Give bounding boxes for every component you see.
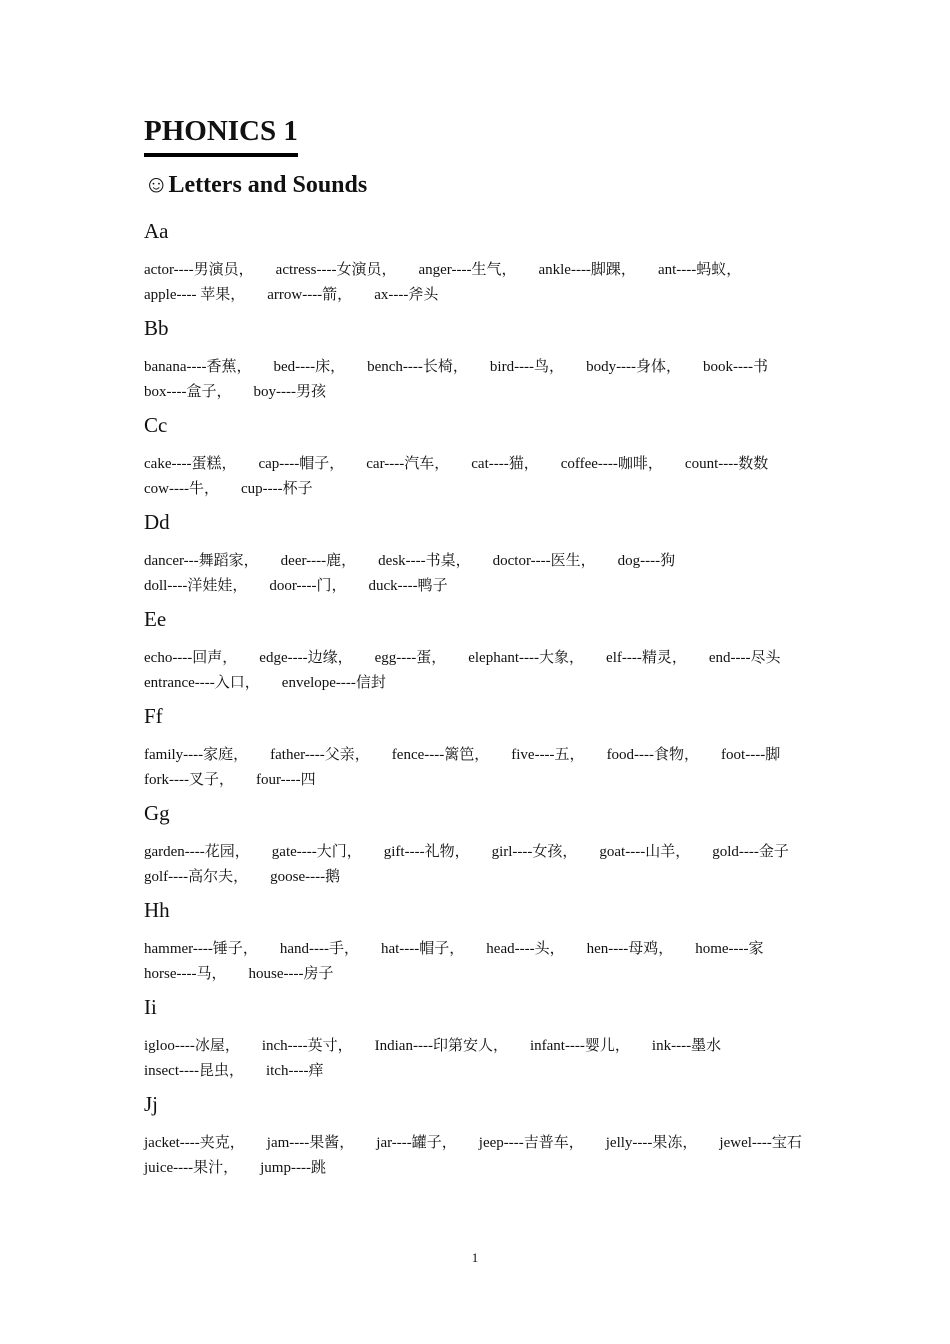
word-row [144, 1059, 824, 1084]
vocab-entry: goose----鹅 [270, 869, 341, 885]
vocab-entry: cup----杯子 [240, 481, 313, 497]
word-row [144, 283, 824, 308]
word-row [144, 574, 824, 599]
vocab-entry: door----门， [269, 578, 347, 594]
vocab-entry: envelope----信封 [281, 675, 386, 691]
letter-heading: Ff [144, 704, 163, 728]
word-row [144, 477, 824, 502]
letter-heading: Dd [144, 510, 170, 534]
word-row [144, 452, 824, 477]
vocab-entry: egg----蛋， [374, 650, 447, 666]
vocab-entry: cake----蛋糕， [144, 456, 237, 472]
vocab-entry: girl----女孩， [491, 844, 578, 860]
letter-section [144, 702, 844, 793]
vocab-entry: insect----昆虫， [144, 1063, 244, 1079]
vocab-entry: jewel----宝石 [719, 1135, 802, 1151]
word-list [144, 840, 824, 890]
vocab-entry: echo----回声， [144, 650, 238, 666]
letter-section [144, 1090, 844, 1181]
vocab-entry: jump----跳 [260, 1160, 326, 1176]
document-page [144, 113, 844, 1187]
vocab-entry: bird----鸟， [489, 359, 565, 375]
vocab-entry: coffee----咖啡， [560, 456, 663, 472]
vocab-entry: edge----边缘， [259, 650, 353, 666]
vocab-entry: boy----男孩 [253, 384, 326, 400]
word-row [144, 355, 824, 380]
word-list [144, 743, 824, 793]
letter-heading: Hh [144, 898, 170, 922]
vocab-entry: arrow----箭， [267, 287, 353, 303]
vocab-entry: horse----马， [144, 966, 227, 982]
vocab-entry: goat----山羊， [599, 844, 691, 860]
letter-section [144, 508, 844, 599]
vocab-entry: ink----墨水 [651, 1038, 722, 1054]
vocab-entry: jacket----夹克， [144, 1135, 245, 1151]
vocab-entry: inch----英寸， [261, 1038, 353, 1054]
vocab-entry: hand----手， [279, 941, 359, 957]
vocab-entry: entrance----入口， [144, 675, 260, 691]
vocab-entry: gate----大门， [271, 844, 362, 860]
word-row [144, 549, 824, 574]
word-row [144, 962, 824, 987]
word-row [144, 768, 824, 793]
word-row [144, 865, 824, 890]
vocab-entry: infant----婴儿， [529, 1038, 630, 1054]
vocab-entry: elephant----大象， [468, 650, 585, 666]
vocab-entry: four----四 [255, 772, 316, 788]
vocab-entry: five----五， [511, 747, 585, 763]
word-row [144, 380, 824, 405]
word-row [144, 1034, 824, 1059]
vocab-entry: deer----鹿， [280, 553, 357, 569]
vocab-entry: Indian----印第安人， [374, 1038, 508, 1054]
vocab-entry: hat----帽子， [380, 941, 465, 957]
word-row [144, 671, 824, 696]
word-row [144, 1131, 824, 1156]
vocab-entry: fence----篱笆， [391, 747, 490, 763]
vocab-entry: book----书 [703, 359, 769, 375]
vocab-entry: bench----长椅， [367, 359, 468, 375]
vocab-entry: igloo----冰屋， [144, 1038, 240, 1054]
word-row [144, 840, 824, 865]
vocab-entry: fork----叉子， [144, 772, 234, 788]
page-number: 1 [471, 1250, 479, 1265]
vocab-entry: dog----狗 [617, 553, 676, 569]
vocab-entry: car----汽车， [366, 456, 450, 472]
vocab-entry: ax----斧头 [374, 287, 439, 303]
vocab-entry: ankle----脚踝， [538, 262, 636, 278]
vocab-entry: box----盒子， [144, 384, 232, 400]
letter-section [144, 411, 844, 502]
vocab-entry: actress----女演员， [275, 262, 397, 278]
vocab-entry: banana----香蕉， [144, 359, 252, 375]
vocab-entry: home----家 [695, 941, 764, 957]
vocab-entry: bed----床， [273, 359, 346, 375]
letter-section [144, 896, 844, 987]
vocab-entry: body----身体， [586, 359, 682, 375]
vocab-entry: garden----花园， [144, 844, 250, 860]
word-row [144, 258, 824, 283]
letter-heading: Jj [144, 1092, 159, 1116]
vocab-entry: cat----猫， [471, 456, 539, 472]
section-subtitle: ☺Letters and Sounds [144, 172, 368, 198]
vocab-entry: count----数数 [684, 456, 769, 472]
letter-heading: Ii [144, 995, 157, 1019]
vocab-entry: cap----帽子， [258, 456, 345, 472]
vocab-entry: ant----蚂蚁， [657, 262, 742, 278]
vocab-entry: doctor----医生， [492, 553, 596, 569]
word-list [144, 549, 824, 599]
letter-section [144, 605, 844, 696]
vocab-entry: gift----礼物， [383, 844, 470, 860]
vocab-entry: duck----鸭子 [368, 578, 448, 594]
word-list [144, 1131, 824, 1181]
vocab-entry: jelly----果冻， [605, 1135, 698, 1151]
letter-heading: Gg [144, 801, 170, 825]
vocab-entry: dancer---舞蹈家， [144, 553, 259, 569]
vocab-entry: juice----果汁， [144, 1160, 239, 1176]
word-row [144, 1156, 824, 1181]
word-list [144, 937, 824, 987]
page-title: PHONICS 1 [144, 113, 298, 157]
letter-section [144, 799, 844, 890]
letter-heading: Cc [144, 413, 168, 437]
vocab-entry: food----食物， [606, 747, 700, 763]
word-row [144, 743, 824, 768]
vocab-entry: jeep----吉普车， [478, 1135, 584, 1151]
vocab-entry: elf----精灵， [606, 650, 687, 666]
letter-section [144, 993, 844, 1084]
word-list [144, 1034, 824, 1084]
vocab-entry: hammer----锤子， [144, 941, 258, 957]
vocab-entry: gold----金子 [712, 844, 789, 860]
vocab-entry: actor----男演员， [144, 262, 254, 278]
letter-heading: Bb [144, 316, 169, 340]
vocab-entry: father----父亲， [270, 747, 370, 763]
letter-section [144, 217, 844, 308]
letter-section [144, 314, 844, 405]
word-list [144, 355, 824, 405]
vocab-entry: jar----罐子， [376, 1135, 457, 1151]
word-list [144, 452, 824, 502]
vocab-entry: anger----生气， [418, 262, 517, 278]
vocab-entry: desk----书桌， [378, 553, 471, 569]
word-row [144, 937, 824, 962]
vocab-entry: jam----果酱， [266, 1135, 355, 1151]
vocab-entry: cow----牛， [144, 481, 219, 497]
vocab-entry: golf----高尔夫， [144, 869, 249, 885]
vocab-entry: head----头， [486, 941, 565, 957]
vocab-entry: house----房子 [248, 966, 334, 982]
vocab-entry: doll----洋娃娃， [144, 578, 248, 594]
word-row [144, 646, 824, 671]
letter-heading: Aa [144, 219, 169, 243]
word-list [144, 258, 824, 308]
vocab-entry: end----尽头 [708, 650, 781, 666]
vocab-entry: hen----母鸡， [586, 941, 674, 957]
letter-sections [144, 217, 844, 1181]
vocab-entry: foot----脚 [721, 747, 781, 763]
vocab-entry: apple---- 苹果， [144, 287, 246, 303]
word-list [144, 646, 824, 696]
vocab-entry: itch----痒 [265, 1063, 324, 1079]
vocab-entry: family----家庭， [144, 747, 249, 763]
letter-heading: Ee [144, 607, 167, 631]
